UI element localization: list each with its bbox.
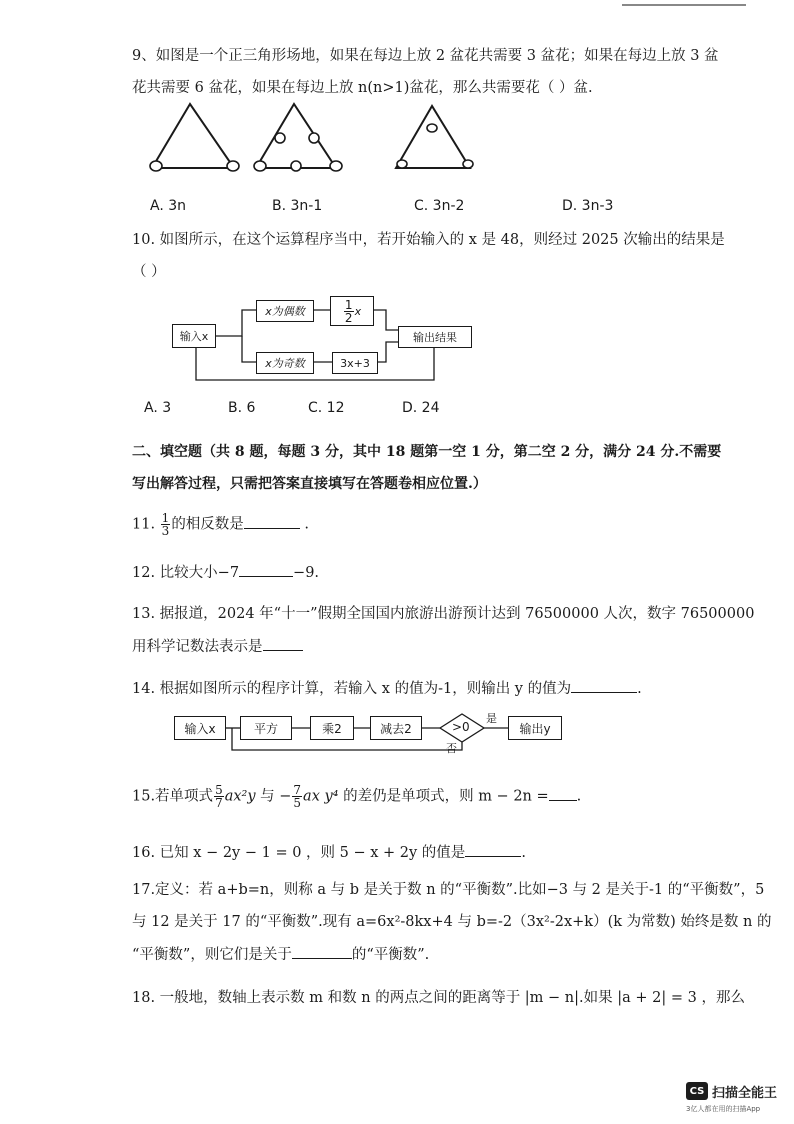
q16-answer-blank[interactable] [465, 842, 521, 857]
q10-option-b[interactable]: B. 6 [228, 400, 256, 416]
q18: 18. 一般地，数轴上表示数 m 和数 n 的两点之间的距离等于 |m − n|.如果 |a + 2| = 3 ，那么 [132, 990, 745, 1006]
q9-line1: 9、如图是一个正三角形场地，如果在每边上放 2 盆花共需要 3 盆花；如果在每边上放 3 盆 [132, 48, 719, 64]
q14-yes-label: 是 [486, 712, 497, 725]
q9-option-b[interactable]: B. 3n-1 [272, 198, 323, 214]
pot [397, 160, 407, 168]
q14-answer-blank[interactable] [571, 678, 637, 693]
q10-option-a[interactable]: A. 3 [144, 400, 172, 416]
q17-line1: 17.定义：若 a+b=n，则称 a 与 b 是关于数 n 的“平衡数”.比如−3 与 2 是关于-1 的“平衡数”，5 [132, 882, 765, 898]
camscanner-tagline: 3亿人都在用的扫描App [686, 1105, 761, 1113]
pot [150, 161, 162, 171]
pot [291, 161, 301, 171]
pot [227, 161, 239, 171]
q17-answer-blank[interactable] [292, 944, 352, 959]
q9-line2: 花共需要 6 盆花，如果在每边上放 n(n>1)盆花，那么共需要花（ ）盆. [132, 80, 593, 96]
q14-square-box: 平方 [240, 716, 292, 740]
q14-times2-box: 乘2 [310, 716, 354, 740]
q10-half-box: $\frac{1}{2}$ x [330, 296, 374, 326]
camscanner-logo-icon: CS [686, 1082, 708, 1100]
q10-option-c[interactable]: C. 12 [308, 400, 345, 416]
q13-line1: 13. 据报道，2024 年“十一”假期全国国内旅游出游预计达到 76500000 人次，数字 76500000 [132, 606, 755, 622]
q9-option-d[interactable]: D. 3n-3 [562, 198, 614, 214]
pot [330, 161, 342, 171]
q10-option-d[interactable]: D. 24 [402, 400, 440, 416]
q12-answer-blank[interactable] [239, 562, 293, 577]
q15: 15.若单项式 $\frac{5}{7}$ ax²y 与 − $\frac{7}{5}$ ax y⁴ 的差仍是单项式，则 m − 2n = . [132, 783, 582, 810]
q11-fraction: $\frac{1}{3}$ [161, 511, 170, 538]
q9-option-c[interactable]: C. 3n-2 [414, 198, 465, 214]
q13-answer-blank[interactable] [263, 636, 303, 651]
pot [275, 133, 285, 143]
triangle-2 [256, 104, 336, 168]
pot [427, 124, 437, 132]
q15-fraction-2: $\frac{7}{5}$ [293, 783, 302, 810]
q12: 12. 比较大小−7 −9. [132, 562, 319, 583]
q13-line2: 用科学记数法表示是 [132, 636, 303, 657]
pot [463, 160, 473, 168]
q9-option-a[interactable]: A. 3n [150, 198, 187, 214]
q17-line2: 与 12 是关于 17 的“平衡数”.现有 a=6x²-8kx+4 与 b=-2（3x²-2x+k）(k 为常数) 始终是数 n 的 [132, 914, 772, 930]
q10-line1: 10. 如图所示，在这个运算程序当中，若开始输入的 x 是 48，则经过 2025 次输出的结果是 [132, 232, 725, 248]
q10-line2: （ ） [132, 264, 166, 280]
triangle-1 [152, 104, 234, 168]
pot [309, 133, 319, 143]
q14-output-box: 输出y [508, 716, 562, 740]
q15-fraction-1: $\frac{5}{7}$ [215, 783, 223, 810]
q10-input-box: 输入x [172, 324, 216, 348]
q14-text: 14. 根据如图所示的程序计算，若输入 x 的值为-1，则输出 y 的值为 . [132, 678, 642, 699]
half-fraction: $\frac{1}{2}$ [344, 297, 353, 325]
q9-triangle-figures [140, 98, 490, 184]
q14-no-label: 否 [446, 742, 457, 755]
q15-answer-blank[interactable] [549, 786, 577, 801]
q11: 11. $\frac{1}{3}$ 的相反数是 . [132, 511, 310, 538]
q10-output-box: 输出结果 [398, 326, 472, 348]
q14-condition-label: >0 [452, 720, 470, 734]
section2-heading-line1: 二、填空题（共 8 题，每题 3 分，其中 18 题第一空 1 分，第二空 2 分，满分 24 分.不需要 [132, 444, 722, 460]
q11-answer-blank[interactable] [244, 514, 300, 529]
scan-edge-mark [622, 0, 746, 6]
q10-odd-box: x为奇数 [256, 352, 314, 374]
q14-input-box: 输入x [174, 716, 226, 740]
q14-minus2-box: 减去2 [370, 716, 422, 740]
section2-heading-line2: 写出解答过程，只需把答案直接填写在答题卷相应位置.） [132, 476, 487, 492]
q16: 16. 已知 x − 2y − 1 = 0 ，则 5 − x + 2y 的值是 . [132, 842, 526, 863]
pot [254, 161, 266, 171]
camscanner-name: 扫描全能王 [712, 1086, 778, 1101]
q10-odd-op-box: 3x+3 [332, 352, 378, 374]
triangle-3 [396, 106, 470, 168]
q10-even-box: x为偶数 [256, 300, 314, 322]
q17-line3: “平衡数”，则它们是关于 的“平衡数”. [132, 944, 429, 965]
